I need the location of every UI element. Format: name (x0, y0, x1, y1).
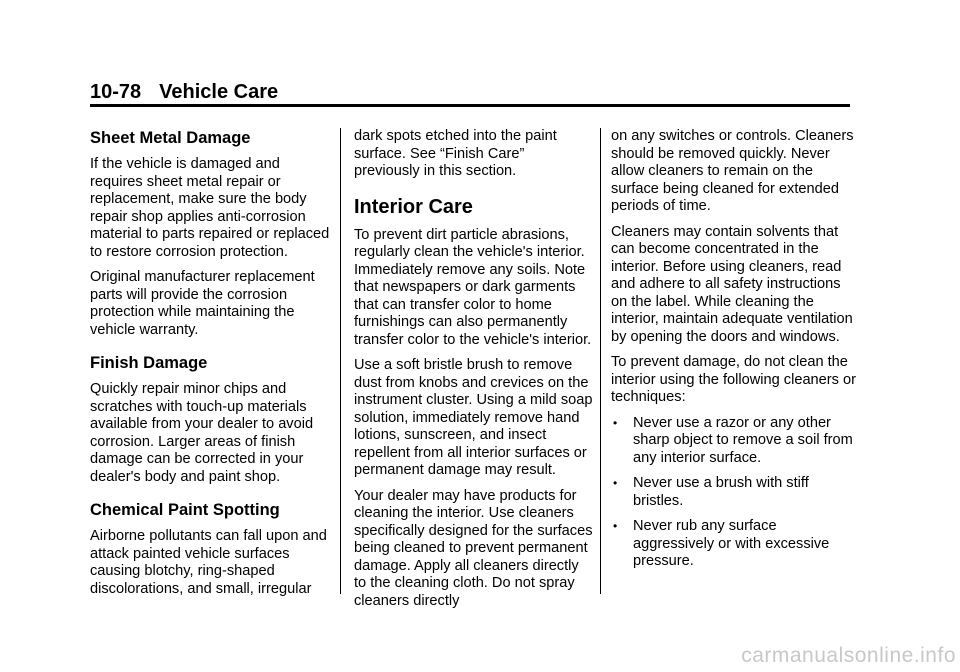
paragraph-col3-3: To prevent damage, do not clean the interior using the following cleaners or techniques: (611, 354, 856, 405)
paragraph-chemical-paint-spotting: Airborne pollutants can fall upon and attack painted vehicle surfaces causing blotchy, ring-shaped discolorations, and small, irregular (90, 528, 327, 597)
cleaning-warnings-list (611, 415, 856, 571)
paragraph-interior-1: To prevent dirt particle abrasions, regularly clean the vehicle's interior. Immediately remove any soils. Note that newspapers or dark garments that can transfer color to home furnishings can also permanently transfer color to the vehicle's interior. (354, 226, 592, 348)
paragraph-interior-2: Use a soft bristle brush to remove dust from knobs and crevices on the instrument cluster. Using a mild soap solution, immediately remove hand lotions, sunscreen, and insect repellent from all interior surfaces or permanent damage may result. (354, 357, 593, 478)
heading-sheet-metal-damage: Sheet Metal Damage (90, 129, 251, 147)
heading-finish-damage: Finish Damage (90, 354, 208, 372)
list-item (611, 415, 856, 468)
column-1 (90, 128, 330, 606)
bullet-icon: • (613, 519, 618, 533)
column-divider-left (340, 128, 341, 594)
paragraph-col3-1: on any switches or controls. Cleaners should be removed quickly. Never allow cleaners to remain on the surface being cleaned for extended periods of time. (611, 128, 854, 214)
paragraph-col3-2: Cleaners may contain solvents that can become concentrated in the interior. Before using cleaners, read and adhere to all safety instructions on the label. While cleaning the interior, maintain adequate ventilation by opening the doors and windows. (611, 223, 853, 345)
list-item-text: Never use a brush with stiff bristles. (633, 475, 809, 509)
bullet-icon: • (613, 415, 618, 430)
column-divider-right (600, 128, 601, 594)
paragraph-sheet-metal-1: If the vehicle is damaged and requires sheet metal repair or replacement, make sure the body repair shop applies anti-corrosion material to parts repaired or replaced to restore corrosion protection. (90, 156, 330, 260)
bullet-icon: • (613, 476, 618, 490)
list-item (611, 518, 856, 571)
heading-chemical-paint-spotting: Chemical Paint Spotting (90, 501, 280, 519)
list-item-text: Never use a razor or any other sharp object to remove a soil from any interior surface. (633, 414, 853, 466)
header-rule (90, 104, 850, 107)
page-number: 10-78 (90, 81, 142, 103)
section-title: Vehicle Care (159, 81, 279, 103)
list-item (611, 475, 856, 510)
column-3 (611, 128, 856, 579)
page-header (90, 80, 278, 104)
heading-interior-care: Interior Care (354, 195, 473, 218)
paragraph-sheet-metal-2: Original manufacturer replacement parts will provide the corrosion protection while maintaining the vehicle warranty. (90, 269, 315, 338)
paragraph-interior-3: Your dealer may have products for cleaning the interior. Use cleaners specifically designed for the surfaces being cleaned to prevent permanent damage. Apply all cleaners directly to the cleaning cloth. Do not spray cleaners directly (354, 487, 593, 609)
paragraph-continuation: dark spots etched into the paint surface. See “Finish Care” previously in this section. (354, 128, 557, 179)
paragraph-finish-damage: Quickly repair minor chips and scratches with touch-up materials available from your dealer to avoid corrosion. Larger areas of finish damage can be corrected in your dealer's body and paint shop. (90, 381, 314, 485)
list-item-text: Never rub any surface aggressively or with excessive pressure. (633, 518, 830, 569)
watermark: carmanualsonline.info (741, 644, 956, 667)
column-2 (354, 128, 594, 618)
